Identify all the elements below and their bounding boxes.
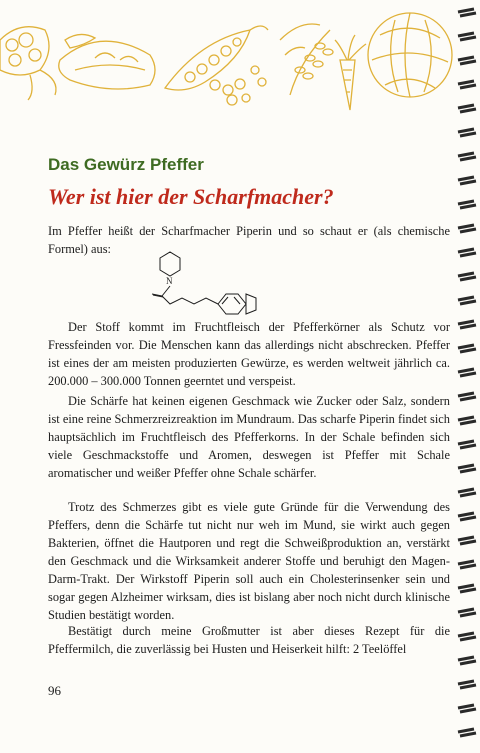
spiral-ring [458, 441, 476, 448]
spiral-ring [458, 537, 476, 544]
spiral-ring [458, 153, 476, 160]
spiral-ring [458, 465, 476, 472]
spiral-ring [458, 105, 476, 112]
spiral-ring [458, 681, 476, 688]
spiral-ring [458, 585, 476, 592]
paragraph-4: Bestätigt durch meine Großmutter ist aber dieses Rezept für die Pfeffermilch, die zuverlässig bei Husten und Heiserkeit hilft: 2 Teelöffel [48, 624, 450, 656]
paragraph-3: Trotz des Schmerzes gibt es viele gute Gründe für die Verwendung des Pfeffers, denn die Schärfe tut nicht nur weh im Mund, sie wirkt auch gegen Bakterien, öffnet die Hautporen und regt die Schweißproduktion an, verstärkt den Geschmack und die Wirksamkeit anderer Stoffe und beruhigt den Magen-Darm-Trakt. Der Wirkstoff Piperin soll auch ein Cholesterinsenker sein und sogar gegen Alzheimer wirksam, dies ist bislang aber noch nicht durch klinische Studien bestätigt worden. [48, 500, 450, 622]
spiral-ring [458, 321, 476, 328]
intro-paragraph: Im Pfeffer heißt der Scharfmacher Piperin und so schaut er (als chemische Formel) aus: [48, 224, 450, 256]
spiral-ring [458, 249, 476, 256]
spiral-binding [454, 0, 480, 753]
spiral-ring [458, 633, 476, 640]
spiral-ring [458, 489, 476, 496]
spiral-ring [458, 609, 476, 616]
cabbage-illustration [368, 13, 452, 97]
headline: Wer ist hier der Scharfmacher? [48, 184, 334, 209]
grain-illustration [280, 24, 333, 95]
spiral-ring [458, 513, 476, 520]
spiral-ring [458, 225, 476, 232]
spiral-ring [458, 297, 476, 304]
piperine-structure-diagram [132, 246, 262, 322]
spiral-ring [458, 273, 476, 280]
spiral-ring [458, 201, 476, 208]
spiral-ring [458, 417, 476, 424]
eggplant-illustration [59, 34, 155, 89]
spiral-ring [458, 657, 476, 664]
carrot-illustration [335, 35, 366, 110]
spiral-ring [458, 177, 476, 184]
spiral-ring [458, 393, 476, 400]
nitrogen-label: N [166, 276, 173, 286]
paragraph-2: Die Schärfe hat keinen eigenen Geschmack wie Zucker oder Salz, sondern ist eine reine Schmerzreizreaktion im Mundraum. Das scharfe Piperin findet sich hauptsächlich im Fruchtfleisch des Pfefferkorns. In der Schale befinden sich viele Geschmackstoffe und Aromen, deswegen ist Pfeffer mit Schale aromatischer und weißer Pfeffer ohne Schale schärfer. [48, 394, 450, 480]
spiral-ring [458, 561, 476, 568]
spiral-ring [458, 57, 476, 64]
vegetable-illustration [0, 0, 455, 118]
page-number: 96 [48, 683, 61, 698]
spiral-ring [458, 729, 476, 736]
spiral-ring [458, 705, 476, 712]
cauliflower-illustration [0, 27, 56, 100]
spiral-ring [458, 129, 476, 136]
spiral-ring [458, 345, 476, 352]
spiral-ring [458, 9, 476, 16]
spiral-ring [458, 369, 476, 376]
spiral-ring [458, 33, 476, 40]
spiral-ring [458, 81, 476, 88]
paragraph-1: Der Stoff kommt im Fruchtfleisch der Pfefferkörner als Schutz vor Fressfeinden vor. Die Menschen kann das allerdings nicht abschrecken. Pfeffer ist eines der am meisten produzierten Gewürze, es werden weltweit jährlich ca. 200.000 – 300.000 Tonnen geerntet und verspeist. [48, 320, 450, 388]
section-title: Das Gewürz Pfeffer [48, 155, 204, 174]
